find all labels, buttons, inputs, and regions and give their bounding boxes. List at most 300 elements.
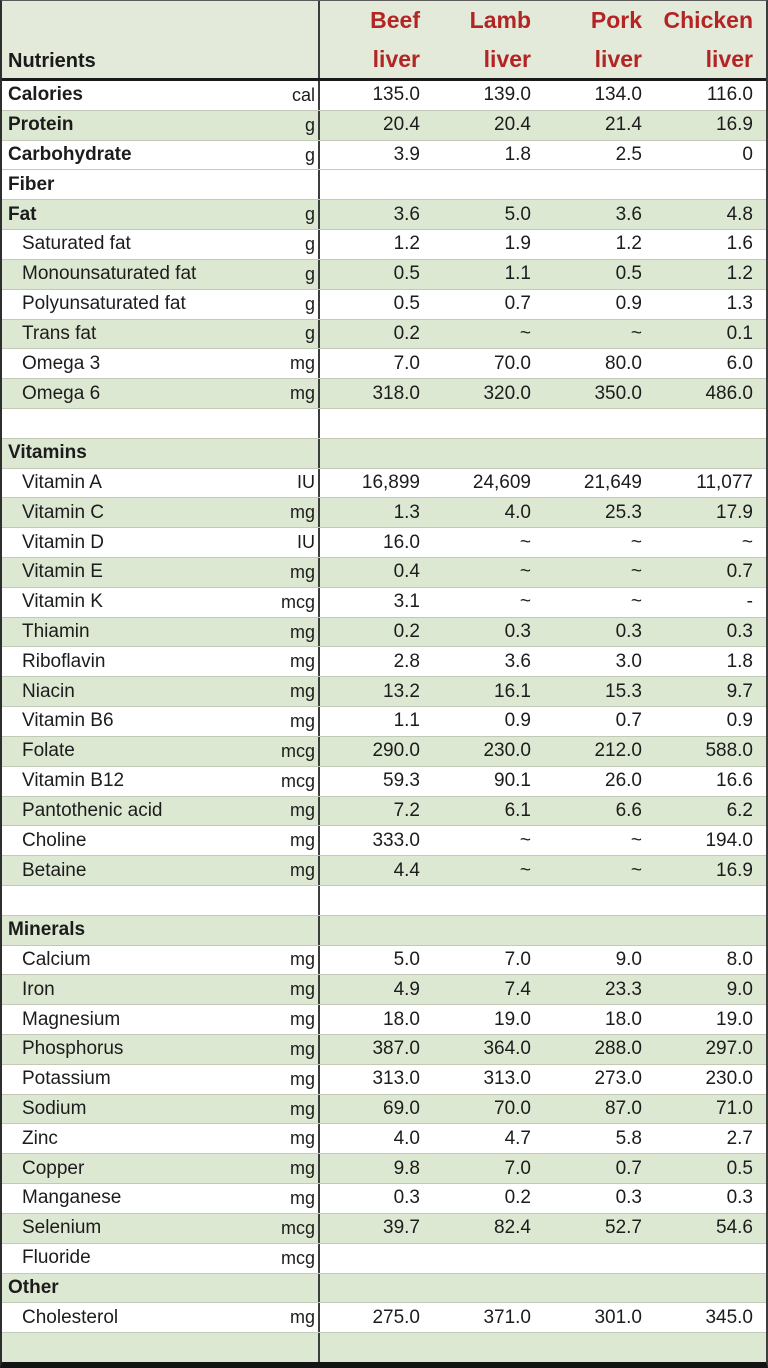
value-cell-pork-liver: ~: [630, 829, 642, 851]
value-cell-chicken-liver: 0.1: [726, 322, 753, 344]
value-cell-pork-liver: 350.0: [594, 382, 642, 404]
unit-cell: mg: [289, 502, 315, 523]
value-cell-beef-liver: 7.0: [318, 349, 431, 378]
column-header-line1: Pork: [590, 7, 642, 33]
value-cell-pork-liver: 0.3: [615, 621, 642, 643]
table-row: [2, 259, 766, 289]
value-cell-lamb-liver: 6.1: [504, 799, 531, 821]
table-row: [2, 199, 766, 229]
value-cell-lamb-liver: 0.2: [504, 1187, 531, 1209]
table-row: [2, 468, 766, 498]
value-cell-chicken-liver: 0.7: [726, 561, 753, 583]
value-cell-beef-liver: 13.2: [318, 677, 431, 706]
value-cell-pork-liver: 134.0: [594, 84, 642, 106]
value-cell-lamb-liver: [431, 886, 542, 915]
table-row: [2, 796, 766, 826]
value-cell-lamb-liver: 4.7: [504, 1127, 531, 1149]
value-cell-lamb-liver: ~: [519, 322, 531, 344]
nutrient-name-cell: Vitamin B12: [22, 770, 125, 792]
nutrient-name-cell: Potassium: [22, 1068, 111, 1090]
value-cell-beef-liver: 333.0: [318, 826, 431, 855]
value-cell-pork-liver: 80.0: [605, 352, 642, 374]
value-cell-pork-liver: 1.2: [615, 233, 642, 255]
value-cell-chicken-liver: 486.0: [705, 382, 753, 404]
unit-cell: mg: [289, 1158, 315, 1179]
column-header-line1: Chicken: [663, 7, 753, 33]
unit-cell: [248, 170, 318, 199]
unit-cell: [248, 439, 318, 468]
nutrient-name-cell: Vitamin E: [22, 561, 103, 583]
value-cell-beef-liver: [318, 1274, 431, 1303]
column-header-line1: Beef: [370, 7, 420, 33]
unit-cell: g: [304, 293, 315, 314]
value-cell-lamb-liver: 0.9: [504, 710, 531, 732]
nutrient-name-cell: Pantothenic acid: [22, 799, 163, 821]
unit-cell: IU: [297, 472, 315, 493]
unit-cell: mg: [289, 651, 315, 672]
value-cell-beef-liver: [318, 439, 431, 468]
value-cell-chicken-liver: 116.0: [706, 84, 753, 106]
value-cell-lamb-liver: 1.8: [504, 144, 531, 166]
table-row: [2, 1213, 766, 1243]
unit-cell: g: [304, 323, 315, 344]
nutrient-name-cell: Manganese: [22, 1187, 122, 1209]
table-row: [2, 1302, 766, 1332]
value-cell-chicken-liver: 9.0: [726, 978, 753, 1000]
value-cell-lamb-liver: 0.7: [504, 293, 531, 315]
table-row: [2, 140, 766, 170]
value-cell-lamb-liver: 16.1: [494, 680, 531, 702]
nutrient-name-cell: Carbohydrate: [8, 144, 132, 166]
unit-cell: [248, 1274, 318, 1303]
value-cell-lamb-liver: 1.1: [504, 263, 531, 285]
value-cell-chicken-liver: 19.0: [716, 1008, 753, 1030]
value-cell-pork-liver: 52.7: [605, 1217, 642, 1239]
table-row: [2, 1004, 766, 1034]
unit-cell: mg: [289, 979, 315, 1000]
unit-cell: mg: [289, 949, 315, 970]
value-cell-pork-liver: 0.5: [615, 263, 642, 285]
value-cell-chicken-liver: 2.7: [726, 1127, 753, 1149]
value-cell-pork-liver: [542, 886, 653, 915]
value-cell-lamb-liver: 371.0: [483, 1306, 531, 1328]
nutrient-name-cell: Magnesium: [22, 1008, 121, 1030]
value-cell-chicken-liver: 345.0: [705, 1306, 753, 1328]
value-cell-beef-liver: 39.7: [318, 1214, 431, 1243]
value-cell-beef-liver: 275.0: [318, 1303, 431, 1332]
nutrient-name-cell: Phosphorus: [22, 1038, 124, 1060]
table-row: [2, 1332, 766, 1362]
value-cell-chicken-liver: 17.9: [716, 501, 753, 523]
nutrient-name-cell: Fluoride: [22, 1247, 91, 1269]
table-row: [2, 81, 766, 110]
value-cell-pork-liver: 23.3: [605, 978, 642, 1000]
value-cell-lamb-liver: [431, 1244, 542, 1273]
value-cell-chicken-liver: [653, 409, 766, 438]
value-cell-chicken-liver: 16.9: [716, 114, 753, 136]
value-cell-pork-liver: ~: [630, 561, 642, 583]
nutrient-name-cell: Vitamin C: [22, 501, 105, 523]
value-cell-lamb-liver: 320.0: [483, 382, 531, 404]
column-header-beef-liver: [320, 1, 431, 78]
value-cell-lamb-liver: ~: [519, 531, 531, 553]
nutrient-name-cell: Saturated fat: [22, 233, 131, 255]
value-cell-beef-liver: [318, 1333, 431, 1362]
table-row: [2, 169, 766, 199]
table-row: [2, 825, 766, 855]
table-row: [2, 319, 766, 349]
value-cell-pork-liver: ~: [630, 531, 642, 553]
value-cell-chicken-liver: [653, 439, 766, 468]
value-cell-beef-liver: 3.6: [318, 200, 431, 229]
unit-cell: mcg: [280, 591, 315, 612]
table-row: [2, 706, 766, 736]
value-cell-pork-liver: ~: [630, 591, 642, 613]
value-cell-beef-liver: 387.0: [318, 1035, 431, 1064]
value-cell-beef-liver: 0.5: [318, 290, 431, 319]
value-cell-lamb-liver: [431, 439, 542, 468]
table-row: [2, 289, 766, 319]
value-cell-pork-liver: 0.9: [615, 293, 642, 315]
value-cell-pork-liver: 3.6: [615, 203, 642, 225]
value-cell-chicken-liver: 71.0: [716, 1098, 753, 1120]
value-cell-lamb-liver: 364.0: [483, 1038, 531, 1060]
value-cell-pork-liver: 0.3: [615, 1187, 642, 1209]
nutrient-name-cell: Betaine: [22, 859, 87, 881]
value-cell-beef-liver: 9.8: [318, 1154, 431, 1183]
unit-cell: [248, 409, 318, 438]
value-cell-lamb-liver: ~: [519, 561, 531, 583]
value-cell-lamb-liver: 7.0: [504, 1157, 531, 1179]
value-cell-chicken-liver: 6.0: [726, 352, 753, 374]
table-row: [2, 1034, 766, 1064]
unit-cell: g: [304, 263, 315, 284]
column-header-line2: liver: [483, 46, 531, 72]
value-cell-beef-liver: 290.0: [318, 737, 431, 766]
table-body: [2, 81, 766, 1362]
nutrient-name-cell: Folate: [22, 740, 75, 762]
value-cell-pork-liver: [542, 439, 653, 468]
nutrient-name-cell: Thiamin: [22, 621, 90, 643]
value-cell-pork-liver: 87.0: [605, 1098, 642, 1120]
value-cell-lamb-liver: [431, 916, 542, 945]
column-header-chicken-liver: [653, 1, 766, 78]
value-cell-chicken-liver: 588.0: [705, 740, 753, 762]
table-row: [2, 497, 766, 527]
unit-cell: mg: [289, 1128, 315, 1149]
value-cell-chicken-liver: 1.2: [726, 263, 753, 285]
value-cell-beef-liver: [318, 886, 431, 915]
nutrient-name-cell: Riboflavin: [22, 650, 106, 672]
table-row: [2, 736, 766, 766]
nutrient-name-cell: [2, 409, 248, 438]
unit-cell: mg: [289, 1307, 315, 1328]
column-header-pork-liver: [542, 1, 653, 78]
value-cell-beef-liver: 1.3: [318, 498, 431, 527]
unit-cell: mg: [289, 561, 315, 582]
value-cell-beef-liver: 4.9: [318, 975, 431, 1004]
table-row: [2, 1153, 766, 1183]
value-cell-lamb-liver: 313.0: [483, 1068, 531, 1090]
value-cell-chicken-liver: 16.9: [716, 859, 753, 881]
value-cell-lamb-liver: 20.4: [494, 114, 531, 136]
value-cell-beef-liver: 69.0: [318, 1095, 431, 1124]
table-row: [2, 945, 766, 975]
value-cell-chicken-liver: 194.0: [705, 829, 753, 851]
value-cell-pork-liver: 6.6: [615, 799, 642, 821]
value-cell-beef-liver: 18.0: [318, 1005, 431, 1034]
unit-cell: mcg: [280, 770, 315, 791]
value-cell-beef-liver: 16,899: [318, 469, 431, 498]
column-header-line1: Lamb: [469, 7, 531, 33]
value-cell-lamb-liver: 0.3: [504, 621, 531, 643]
unit-cell: mg: [289, 1038, 315, 1059]
table-row: [2, 617, 766, 647]
unit-cell: IU: [297, 532, 315, 553]
value-cell-pork-liver: 21.4: [605, 114, 642, 136]
table-row: [2, 110, 766, 140]
unit-cell: mg: [289, 353, 315, 374]
value-cell-beef-liver: 4.0: [318, 1124, 431, 1153]
nutrient-name-cell: Iron: [22, 978, 55, 1000]
value-cell-chicken-liver: 8.0: [726, 948, 753, 970]
unit-cell: mg: [289, 710, 315, 731]
value-cell-lamb-liver: 4.0: [504, 501, 531, 523]
nutrient-name-cell: Niacin: [22, 680, 75, 702]
value-cell-chicken-liver: 54.6: [716, 1217, 753, 1239]
value-cell-chicken-liver: 16.6: [716, 770, 753, 792]
nutrient-name-cell: Cholesterol: [22, 1306, 119, 1328]
nutrient-name-cell: Calcium: [22, 948, 91, 970]
value-cell-beef-liver: 1.2: [318, 230, 431, 259]
value-cell-pork-liver: [542, 1333, 653, 1362]
value-cell-beef-liver: [318, 409, 431, 438]
nutrient-name-cell: Sodium: [22, 1098, 87, 1120]
column-header-line2: liver: [372, 46, 420, 72]
nutrient-name-cell: Vitamin D: [22, 531, 105, 553]
value-cell-pork-liver: 21,649: [583, 471, 642, 493]
unit-cell: [248, 886, 318, 915]
value-cell-chicken-liver: [653, 886, 766, 915]
value-cell-pork-liver: 9.0: [615, 948, 642, 970]
unit-cell: mcg: [280, 740, 315, 761]
value-cell-lamb-liver: 90.1: [494, 770, 531, 792]
value-cell-lamb-liver: 5.0: [504, 203, 531, 225]
value-cell-lamb-liver: 70.0: [494, 352, 531, 374]
value-cell-beef-liver: 2.8: [318, 647, 431, 676]
table-row: [2, 1273, 766, 1303]
value-cell-chicken-liver: [653, 1333, 766, 1362]
value-cell-pork-liver: 288.0: [594, 1038, 642, 1060]
table-row: [2, 527, 766, 557]
table-row: [2, 1183, 766, 1213]
value-cell-chicken-liver: [653, 1244, 766, 1273]
value-cell-lamb-liver: ~: [519, 829, 531, 851]
value-cell-lamb-liver: 19.0: [494, 1008, 531, 1030]
value-cell-lamb-liver: ~: [519, 591, 531, 613]
table-row: [2, 587, 766, 617]
nutrient-name-cell: Vitamins: [8, 442, 87, 464]
value-cell-pork-liver: [542, 1244, 653, 1273]
value-cell-lamb-liver: 70.0: [494, 1098, 531, 1120]
table-row: [2, 1243, 766, 1273]
nutrient-name-cell: Choline: [22, 829, 87, 851]
table-row: [2, 974, 766, 1004]
table-row: [2, 378, 766, 408]
unit-cell: mg: [289, 621, 315, 642]
value-cell-pork-liver: 18.0: [605, 1008, 642, 1030]
value-cell-beef-liver: [318, 916, 431, 945]
nutrient-name-cell: Fat: [8, 203, 37, 225]
table-header: [2, 1, 766, 81]
table-row: [2, 438, 766, 468]
value-cell-chicken-liver: 11,077: [696, 471, 753, 493]
value-cell-lamb-liver: ~: [519, 859, 531, 881]
column-header-lamb-liver: [431, 1, 542, 78]
nutrient-name-cell: Copper: [22, 1157, 85, 1179]
value-cell-beef-liver: 20.4: [318, 111, 431, 140]
table-row: [2, 348, 766, 378]
nutrient-name-cell: Zinc: [22, 1127, 58, 1149]
value-cell-beef-liver: 0.2: [318, 618, 431, 647]
nutrient-name-cell: Omega 3: [22, 352, 101, 374]
table-row: [2, 915, 766, 945]
unit-cell: mg: [289, 1068, 315, 1089]
value-cell-beef-liver: 59.3: [318, 767, 431, 796]
value-cell-chicken-liver: ~: [741, 531, 753, 553]
column-header-line2: liver: [705, 46, 753, 72]
value-cell-lamb-liver: 82.4: [494, 1217, 531, 1239]
nutrient-name-cell: Vitamin B6: [22, 710, 114, 732]
value-cell-chicken-liver: [653, 1274, 766, 1303]
value-cell-beef-liver: 1.1: [318, 707, 431, 736]
nutrient-name-cell: Calories: [8, 84, 83, 106]
value-cell-pork-liver: 25.3: [605, 501, 642, 523]
value-cell-chicken-liver: 1.3: [726, 293, 753, 315]
value-cell-pork-liver: 26.0: [605, 770, 642, 792]
column-header-line2: liver: [594, 46, 642, 72]
value-cell-lamb-liver: 230.0: [483, 740, 531, 762]
value-cell-beef-liver: 135.0: [318, 81, 431, 110]
value-cell-pork-liver: 212.0: [594, 740, 642, 762]
value-cell-beef-liver: 0.2: [318, 320, 431, 349]
unit-cell: mcg: [280, 1247, 315, 1268]
unit-cell: mg: [289, 800, 315, 821]
nutrient-name-cell: Fiber: [8, 173, 55, 195]
unit-cell: mg: [289, 681, 315, 702]
value-cell-pork-liver: 15.3: [605, 680, 642, 702]
unit-cell: mg: [289, 1098, 315, 1119]
value-cell-beef-liver: 7.2: [318, 797, 431, 826]
corner-label: Nutrients: [8, 50, 96, 72]
value-cell-pork-liver: 2.5: [615, 144, 642, 166]
unit-cell: g: [304, 114, 315, 135]
value-cell-lamb-liver: 1.9: [504, 233, 531, 255]
value-cell-chicken-liver: 0.5: [726, 1157, 753, 1179]
table-row: [2, 646, 766, 676]
unit-cell: mg: [289, 1187, 315, 1208]
value-cell-beef-liver: 0.3: [318, 1184, 431, 1213]
table-row: [2, 676, 766, 706]
table-row: [2, 1094, 766, 1124]
value-cell-chicken-liver: 1.8: [726, 650, 753, 672]
unit-cell: g: [304, 204, 315, 225]
value-cell-pork-liver: ~: [630, 322, 642, 344]
unit-cell: mg: [289, 1009, 315, 1030]
nutrient-name-cell: Other: [8, 1276, 59, 1298]
value-cell-chicken-liver: 230.0: [705, 1068, 753, 1090]
nutrient-name-cell: Monounsaturated fat: [22, 263, 197, 285]
value-cell-pork-liver: [542, 409, 653, 438]
nutrient-name-cell: Vitamin A: [22, 471, 102, 493]
table-row: [2, 229, 766, 259]
nutrient-name-cell: Protein: [8, 114, 74, 136]
table-row: [2, 855, 766, 885]
value-cell-beef-liver: 3.1: [318, 588, 431, 617]
nutrient-name-cell: Omega 6: [22, 382, 101, 404]
table-row: [2, 885, 766, 915]
value-cell-pork-liver: 5.8: [615, 1127, 642, 1149]
value-cell-beef-liver: [318, 1244, 431, 1273]
value-cell-pork-liver: [542, 916, 653, 945]
value-cell-beef-liver: 313.0: [318, 1065, 431, 1094]
value-cell-pork-liver: [542, 1274, 653, 1303]
value-cell-chicken-liver: 0.3: [726, 1187, 753, 1209]
value-cell-pork-liver: 3.0: [615, 650, 642, 672]
value-cell-chicken-liver: 0.3: [726, 621, 753, 643]
unit-cell: [248, 1333, 318, 1362]
value-cell-lamb-liver: 3.6: [504, 650, 531, 672]
unit-cell: cal: [291, 84, 315, 105]
value-cell-beef-liver: 318.0: [318, 379, 431, 408]
value-cell-chicken-liver: -: [746, 591, 753, 613]
value-cell-chicken-liver: 0.9: [726, 710, 753, 732]
value-cell-lamb-liver: 139.0: [483, 84, 531, 106]
value-cell-beef-liver: 5.0: [318, 946, 431, 975]
value-cell-chicken-liver: [653, 916, 766, 945]
nutrient-name-cell: [2, 886, 248, 915]
value-cell-pork-liver: 0.7: [615, 710, 642, 732]
nutrient-name-cell: Selenium: [22, 1217, 102, 1239]
nutrient-name-cell: Trans fat: [22, 322, 97, 344]
unit-cell: mg: [289, 860, 315, 881]
unit-cell: mcg: [280, 1217, 315, 1238]
value-cell-chicken-liver: 9.7: [726, 680, 753, 702]
table-row: [2, 1064, 766, 1094]
value-cell-chicken-liver: 6.2: [726, 799, 753, 821]
unit-cell: mg: [289, 830, 315, 851]
nutrient-name-cell: Vitamin K: [22, 591, 103, 613]
value-cell-pork-liver: [542, 170, 653, 199]
unit-cell: g: [304, 144, 315, 165]
value-cell-chicken-liver: 4.8: [726, 203, 753, 225]
value-cell-beef-liver: 0.4: [318, 558, 431, 587]
value-cell-lamb-liver: 7.0: [504, 948, 531, 970]
value-cell-lamb-liver: 7.4: [504, 978, 531, 1000]
value-cell-pork-liver: 273.0: [594, 1068, 642, 1090]
nutrient-name-cell: Minerals: [8, 919, 86, 941]
nutrient-name-cell: [2, 1333, 248, 1362]
value-cell-lamb-liver: [431, 1274, 542, 1303]
value-cell-beef-liver: 0.5: [318, 260, 431, 289]
value-cell-beef-liver: [318, 170, 431, 199]
value-cell-chicken-liver: [653, 170, 766, 199]
value-cell-beef-liver: 3.9: [318, 141, 431, 170]
value-cell-lamb-liver: 24,609: [472, 471, 531, 493]
nutrient-name-cell: Polyunsaturated fat: [22, 293, 186, 315]
unit-cell: g: [304, 233, 315, 254]
value-cell-pork-liver: 301.0: [594, 1306, 642, 1328]
